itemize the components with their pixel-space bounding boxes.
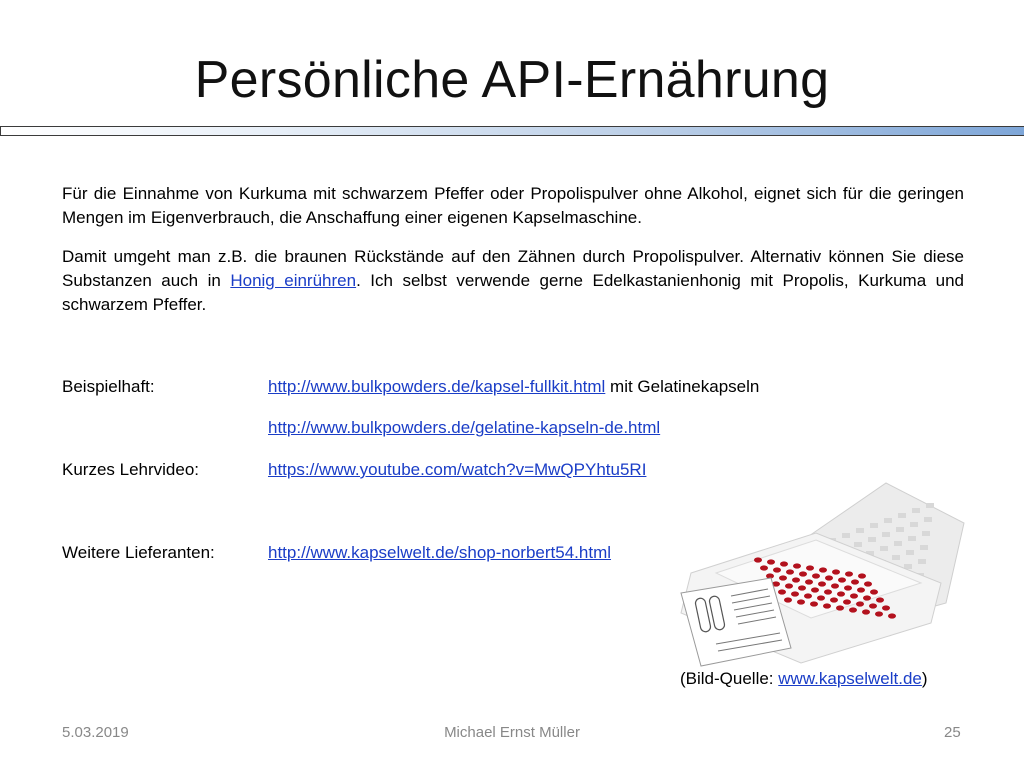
filled-capsule-hole: [785, 583, 793, 588]
tray-hole: [910, 522, 918, 527]
tray-hole: [898, 513, 906, 518]
filled-capsule-hole: [780, 561, 788, 566]
filled-capsule-hole: [819, 567, 827, 572]
filled-capsule-hole: [791, 591, 799, 596]
title-underline-cap: [0, 126, 12, 136]
intro-paragraph: Für die Einnahme von Kurkuma mit schwarzem Pfeffer oder Propolispulver ohne Alkohol, eignet sich für die geringen Mengen im Eigenverbrauch, die Anschaffung einer eigenen Kapselmaschine.: [62, 184, 964, 227]
kapselwelt-source-link[interactable]: www.kapselwelt.de: [778, 669, 922, 688]
tray-hole: [892, 555, 900, 560]
footer-date: 5.03.2019: [62, 724, 129, 741]
filled-capsule-hole: [798, 585, 806, 590]
tray-hole: [870, 523, 878, 528]
filled-capsule-hole: [850, 593, 858, 598]
suppliers-line: [268, 542, 611, 564]
filled-capsule-hole: [811, 587, 819, 592]
tray-hole: [912, 508, 920, 513]
filled-capsule-hole: [773, 567, 781, 572]
caption-suffix: ): [921, 669, 928, 688]
bulkpowders-gelatine-link[interactable]: http://www.bulkpowders.de/gelatine-kapseln-de.html: [268, 418, 661, 437]
filled-capsule-hole: [831, 583, 839, 588]
tray-hole: [924, 517, 932, 522]
suppliers-label: Weitere Lieferanten:: [62, 543, 215, 562]
bulkpowders-fullkit-link[interactable]: http://www.bulkpowders.de/kapsel-fullkit.html: [268, 377, 606, 396]
filled-capsule-hole: [832, 569, 840, 574]
filled-capsule-hole: [837, 591, 845, 596]
kapselwelt-shop-link[interactable]: http://www.kapselwelt.de/shop-norbert54.html: [268, 543, 612, 562]
title-underline: [0, 126, 1024, 136]
tray-hole: [882, 532, 890, 537]
filled-capsule-hole: [799, 571, 807, 576]
tray-hole: [918, 559, 926, 564]
filled-capsule-hole: [804, 593, 812, 598]
filled-capsule-hole: [857, 587, 865, 592]
filled-capsule-hole: [838, 577, 846, 582]
filled-capsule-hole: [810, 601, 818, 606]
second-paragraph-text-end: . Ich selbst verwende gerne Edelkastanienhonig mit Propolis, Kurkuma und schwarzem Pfeffer.: [62, 271, 965, 314]
instruction-card: [681, 578, 791, 666]
tray-hole: [922, 531, 930, 536]
filled-capsule-hole: [864, 581, 872, 586]
filled-capsule-hole: [862, 609, 870, 614]
filled-capsule-hole: [797, 599, 805, 604]
youtube-video-link[interactable]: https://www.youtube.com/watch?v=MwQPYhtu5RI: [268, 460, 647, 479]
tray-hole: [926, 503, 934, 508]
filled-capsule-hole: [870, 589, 878, 594]
filled-capsule-hole: [792, 577, 800, 582]
second-paragraph: [62, 245, 964, 317]
filled-capsule-hole: [888, 613, 896, 618]
filled-capsule-hole: [793, 563, 801, 568]
example-line-1: [268, 376, 759, 398]
tray-hole: [884, 518, 892, 523]
filled-capsule-hole: [784, 597, 792, 602]
example-link1-suffix: mit Gelatinekapseln: [605, 377, 760, 396]
capsule-machine-image: [676, 478, 966, 668]
second-paragraph-text-start: Damit umgeht man z.B. die braunen Rückstände auf den Zähnen durch Propolispulver. Alternativ können Sie diese Substanzen auch in: [62, 247, 964, 290]
examples-label: Beispielhaft:: [62, 377, 155, 396]
filled-capsule-hole: [845, 571, 853, 576]
caption-prefix: (Bild-Quelle:: [680, 669, 779, 688]
filled-capsule-hole: [823, 603, 831, 608]
filled-capsule-hole: [856, 601, 864, 606]
tray-hole: [842, 533, 850, 538]
filled-capsule-hole: [779, 575, 787, 580]
filled-capsule-hole: [778, 589, 786, 594]
footer-page-number: 25: [944, 724, 961, 741]
filled-capsule-hole: [818, 581, 826, 586]
filled-capsule-hole: [824, 589, 832, 594]
video-line: [268, 459, 646, 481]
tray-hole: [920, 545, 928, 550]
filled-capsule-hole: [754, 557, 762, 562]
filled-capsule-hole: [876, 597, 884, 602]
filled-capsule-hole: [844, 585, 852, 590]
slide-title: Persönliche API-Ernährung: [194, 51, 830, 109]
example-line-2: [268, 417, 660, 439]
image-caption: [680, 668, 928, 690]
tray-hole: [856, 528, 864, 533]
tray-hole: [868, 537, 876, 542]
filled-capsule-hole: [812, 573, 820, 578]
footer-author: Michael Ernst Müller: [444, 724, 580, 741]
tray-hole: [896, 527, 904, 532]
tray-hole: [894, 541, 902, 546]
tray-hole: [854, 542, 862, 547]
filled-capsule-hole: [836, 605, 844, 610]
filled-capsule-hole: [830, 597, 838, 602]
filled-capsule-hole: [875, 611, 883, 616]
filled-capsule-hole: [817, 595, 825, 600]
filled-capsule-hole: [805, 579, 813, 584]
filled-capsule-hole: [806, 565, 814, 570]
filled-capsule-hole: [843, 599, 851, 604]
filled-capsule-hole: [786, 569, 794, 574]
tray-hole: [908, 536, 916, 541]
tray-hole: [880, 546, 888, 551]
filled-capsule-hole: [760, 565, 768, 570]
honig-link[interactable]: Honig einrühren: [230, 271, 357, 290]
filled-capsule-hole: [767, 559, 775, 564]
video-label: Kurzes Lehrvideo:: [62, 460, 200, 479]
filled-capsule-hole: [858, 573, 866, 578]
filled-capsule-hole: [863, 595, 871, 600]
filled-capsule-hole: [849, 607, 857, 612]
filled-capsule-hole: [825, 575, 833, 580]
filled-capsule-hole: [869, 603, 877, 608]
tray-hole: [906, 550, 914, 555]
filled-capsule-hole: [882, 605, 890, 610]
filled-capsule-hole: [851, 579, 859, 584]
